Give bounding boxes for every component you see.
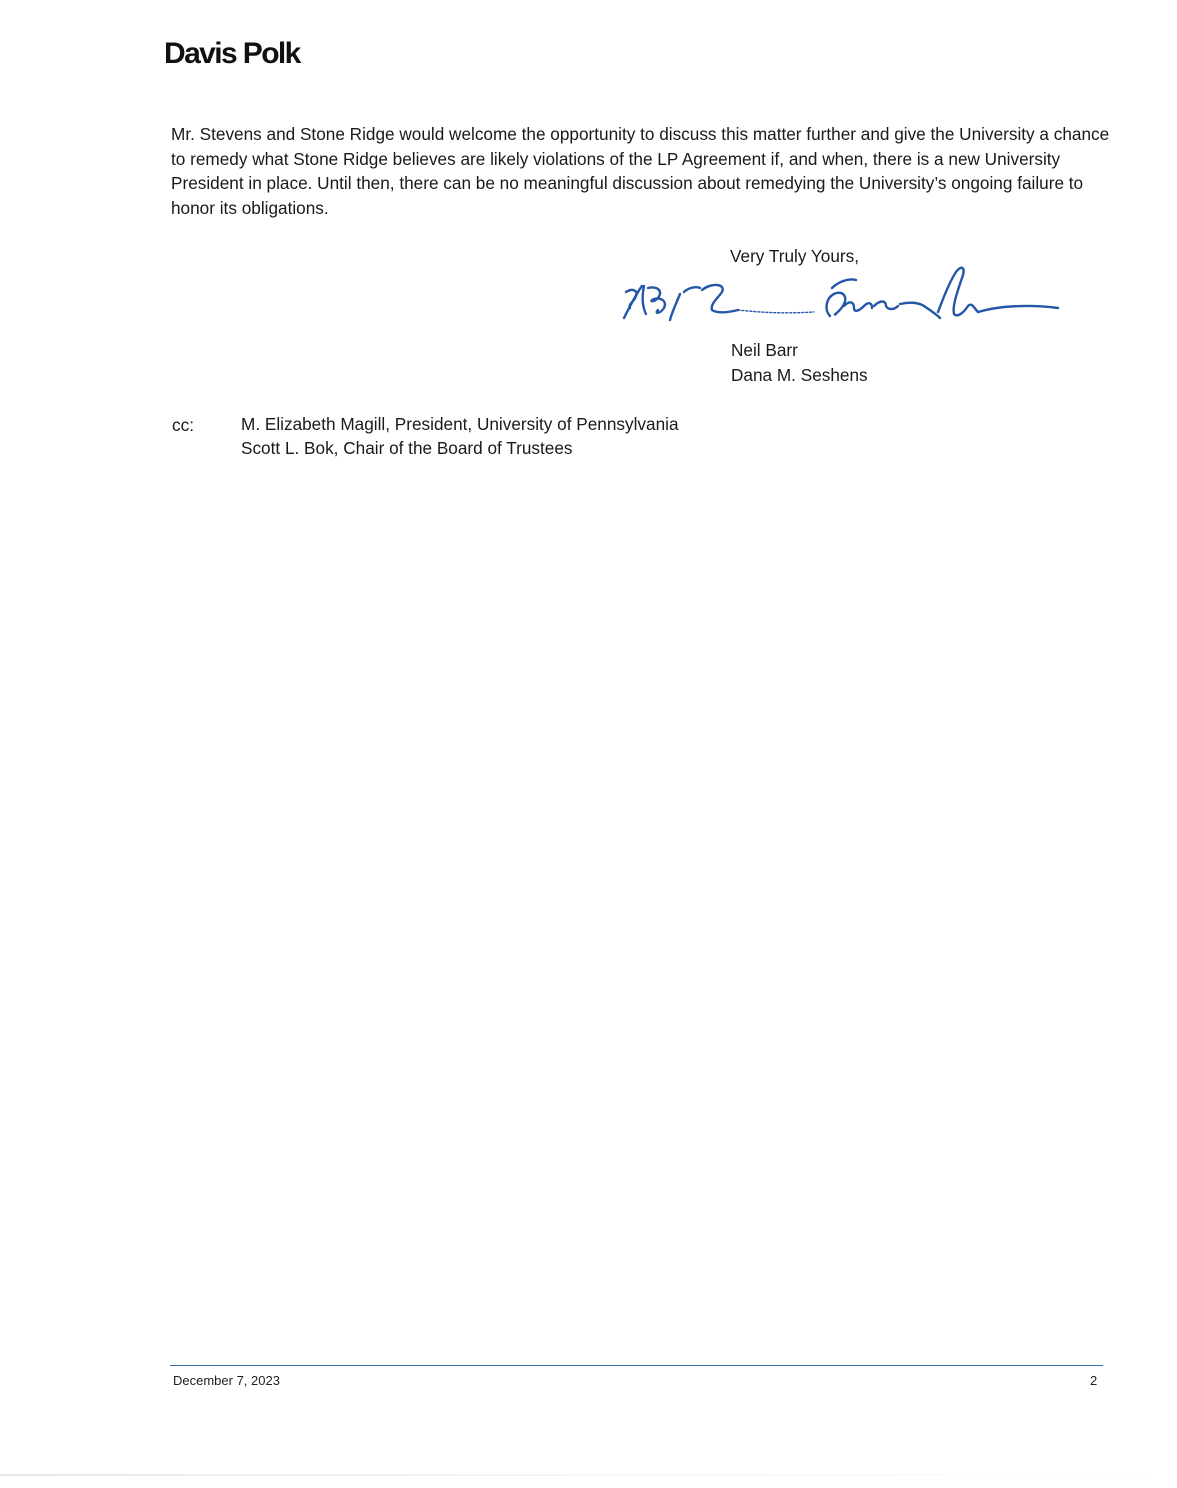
footer-date: December 7, 2023 bbox=[173, 1373, 280, 1388]
scan-edge-shadow bbox=[0, 1474, 1177, 1476]
cc-label: cc: bbox=[172, 415, 194, 435]
cc-recipient: M. Elizabeth Magill, President, University of Pennsylvania bbox=[241, 414, 679, 434]
closing-salutation: Very Truly Yours, bbox=[730, 246, 859, 266]
footer-divider bbox=[170, 1365, 1103, 1366]
signer-name: Neil Barr bbox=[731, 340, 798, 360]
page-number: 2 bbox=[1090, 1373, 1098, 1388]
signer-name: Dana M. Seshens bbox=[731, 365, 868, 385]
cc-recipient-list bbox=[241, 413, 679, 460]
body-paragraph: Mr. Stevens and Stone Ridge would welcome the opportunity to discuss this matter further and give the University a chance to remedy what Stone Ridge believes are likely violations of the LP Agreement if, and when, there is a new University President in place. Until then, there can be no meaningful discussion about remedying the University’s ongoing failure to honor its obligations. bbox=[171, 124, 1110, 218]
handwritten-signature bbox=[618, 262, 1063, 330]
firm-logo: Davis Polk bbox=[164, 37, 300, 70]
cc-recipient: Scott L. Bok, Chair of the Board of Trustees bbox=[241, 437, 573, 458]
